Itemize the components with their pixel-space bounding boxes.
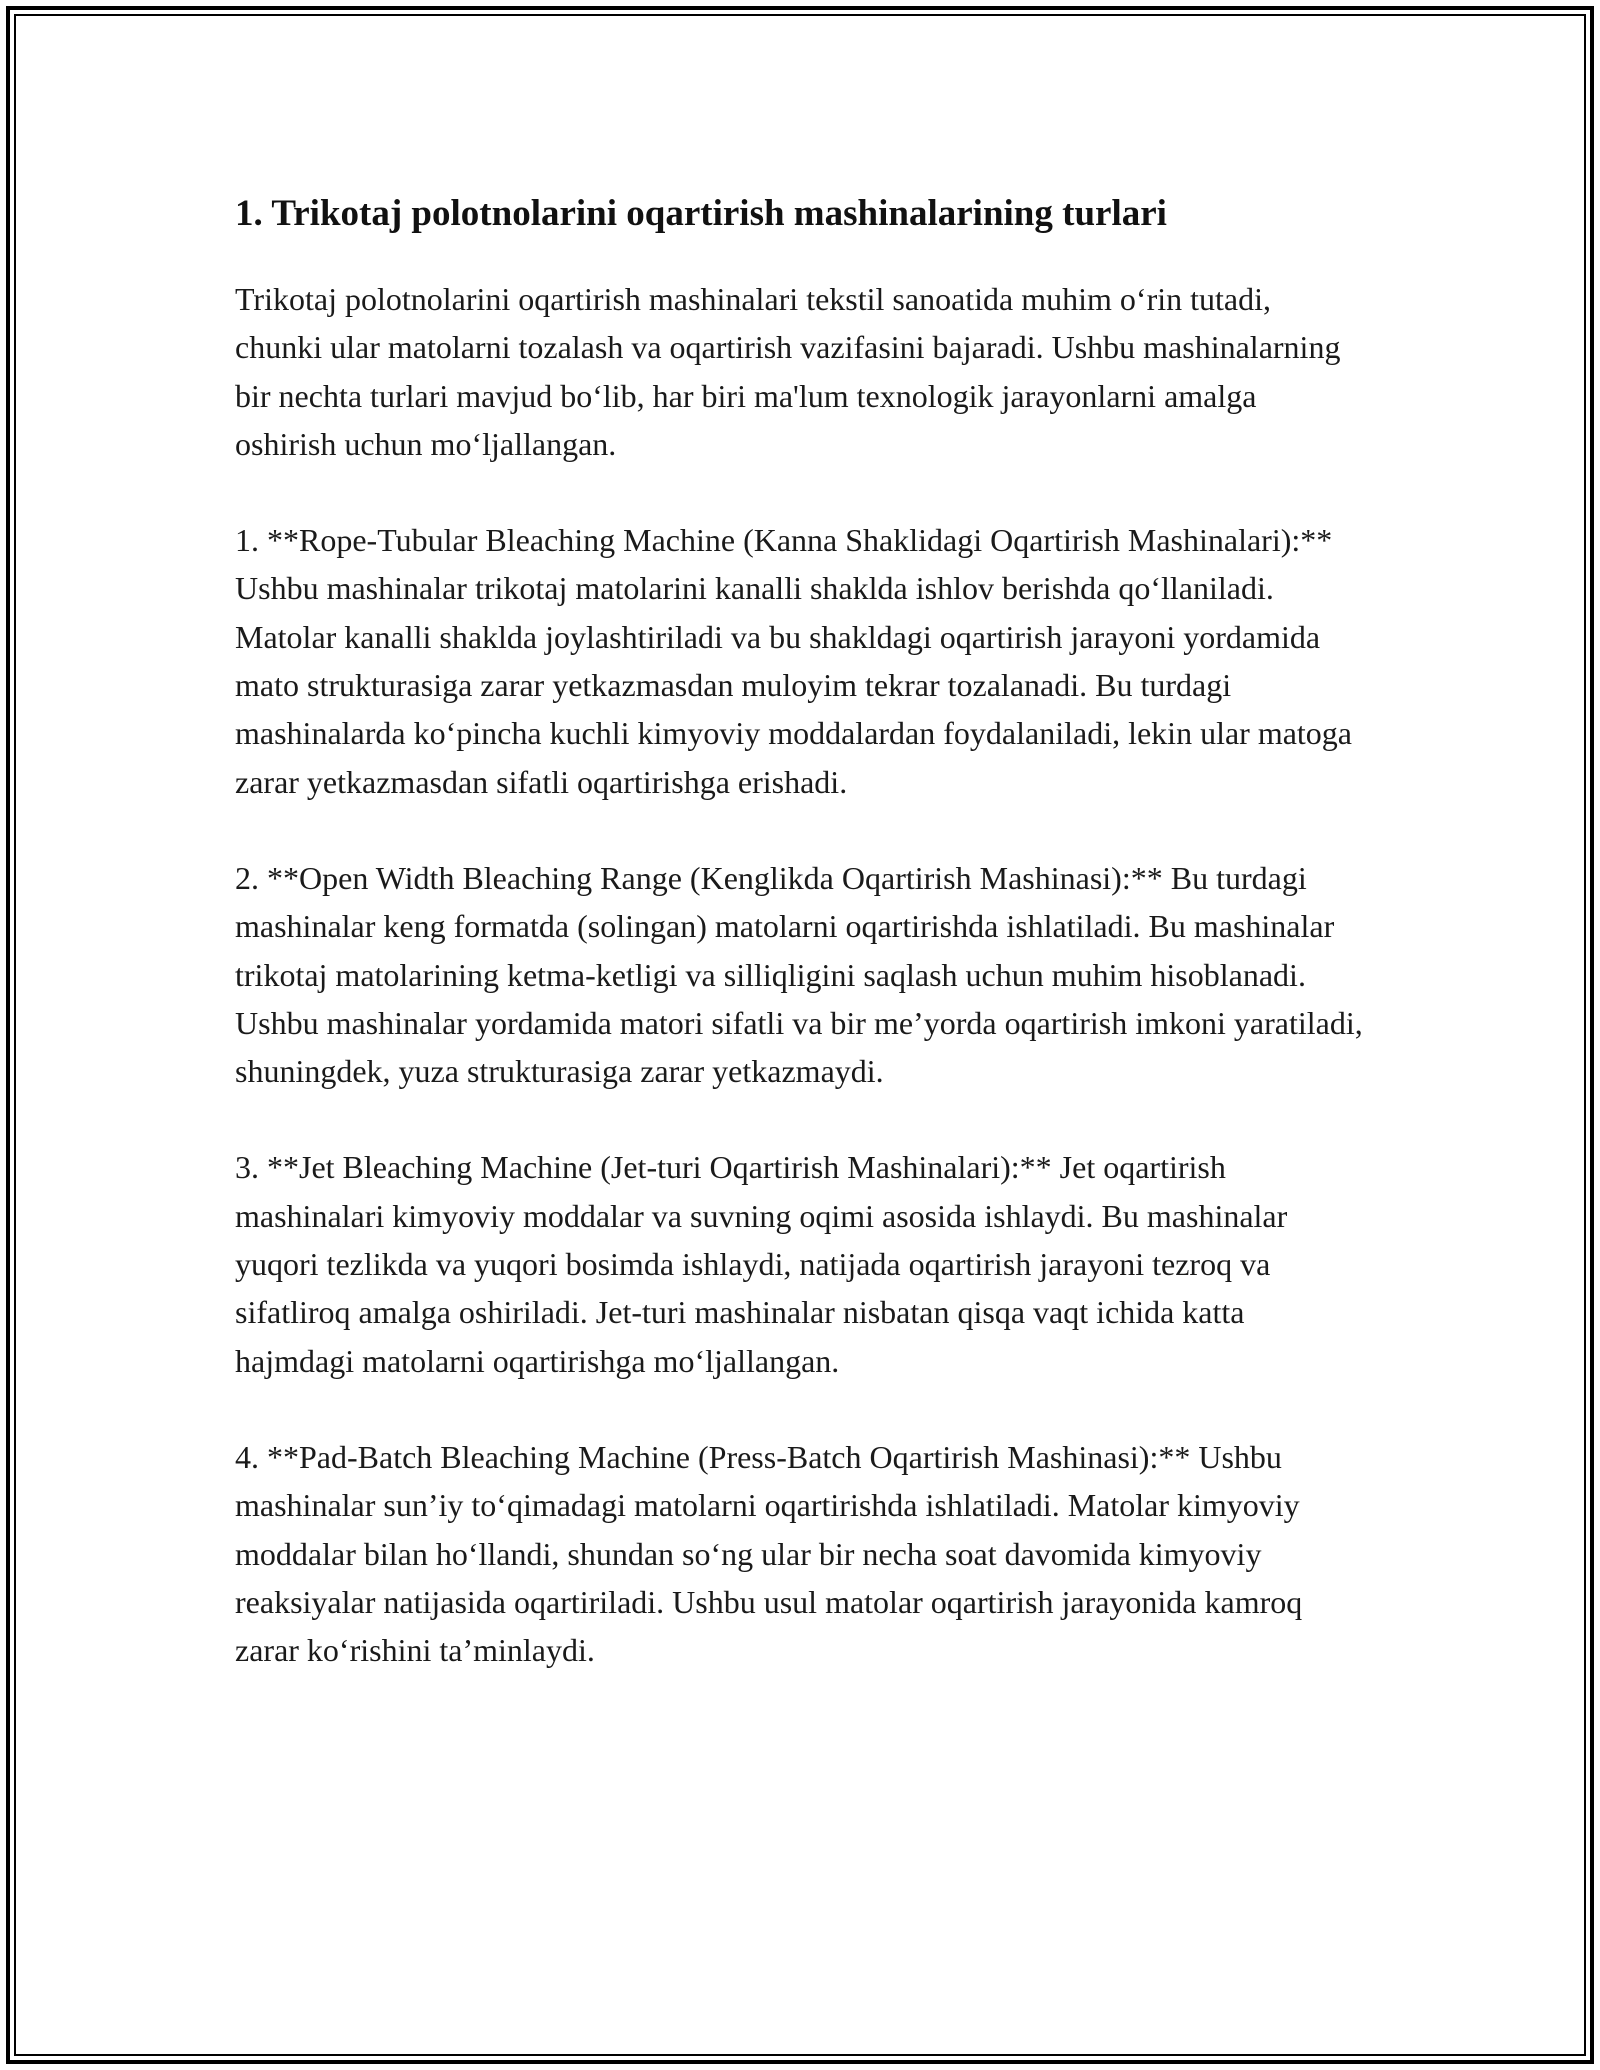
paragraph-jet-bleaching: 3. **Jet Bleaching Machine (Jet-turi Oqartirish Mashinalari):** Jet oqartirish mashinalari kimyoviy moddalar va suvning oqimi asosida ishlaydi. Bu mashinalar yuqori tezlikda va yuqori bosimda ishlaydi, natijada oqartirish jarayoni tezroq va sifatliroq amalga oshiriladi. Jet-turi mashinalar nisbatan qisqa vaqt ichida katta hajmdagi matolarni oqartirishga mo‘ljallangan. <box>235 1149 1288 1379</box>
intro-paragraph: Trikotaj polotnolarini oqartirish mashinalari tekstil sanoatida muhim o‘rin tutadi, chunki ular matolarni tozalash va oqartirish vazifasini bajaradi. Ushbu mashinalarning bir nechta turlari mavjud bo‘lib, har biri ma'lum texnologik jarayonlarni amalga oshirish uchun mo‘ljallangan. <box>235 281 1341 462</box>
document-body <box>235 183 1365 1722</box>
paragraph-open-width: 2. **Open Width Bleaching Range (Kenglikda Oqartirish Mashinasi):** Bu turdagi mashinalar keng formatda (solingan) matolarni oqartirishda ishlatiladi. Bu mashinalar trikotaj matolarining ketma-ketligi va silliqligini saqlash uchun muhim hisoblanadi. Ushbu mashinalar yordamida matori sifatli va bir me’yorda oqartirish imkoni yaratiladi, shuningdek, yuza strukturasiga zarar yetkazmaydi. <box>235 859 1363 1090</box>
paragraph-rope-tubular: 1. **Rope-Tubular Bleaching Machine (Kanna Shaklidagi Oqartirish Mashinalari):** Ushbu mashinalar trikotaj matolarini kanalli shaklda ishlov berishda qo‘llaniladi. Matolar kanalli shaklda joylashtiriladi va bu shakldagi oqartirish jarayoni yordamida mato strukturasiga zarar yetkazmasdan muloyim tekrar tozalanadi. Bu turdagi mashinalarda ko‘pincha kuchli kimyoviy moddalardan foydalaniladi, lekin ular matoga zarar yetkazmasdan sifatli oqartirishga erishadi. <box>235 522 1352 800</box>
paragraph-pad-batch: 4. **Pad-Batch Bleaching Machine (Press-Batch Oqartirish Mashinasi):** Ushbu mashinalar sun’iy to‘qimadagi matolarni oqartirishda ishlatiladi. Matolar kimyoviy moddalar bilan ho‘llandi, shundan so‘ng ular bir necha soat davomida kimyoviy reaksiyalar natijasida oqartiriladi. Ushbu usul matolar oqartirish jarayonida kamroq zarar ko‘rishini ta’minlaydi. <box>235 1438 1303 1669</box>
document-title: 1. Trikotaj polotnolarini oqartirish mashinalarining turlari <box>235 193 1167 234</box>
